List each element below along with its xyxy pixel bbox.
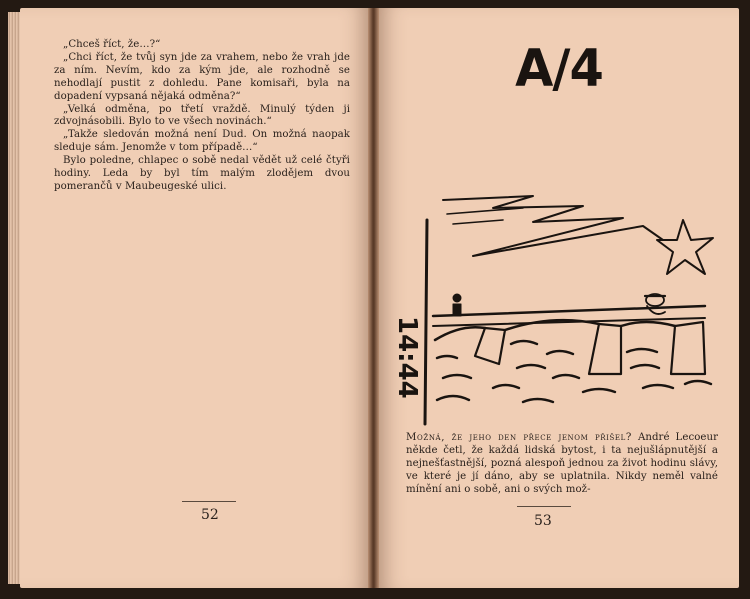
- left-page: [20, 8, 368, 588]
- smallcaps-lead: Možná, že jeho den přece jenom přišel?: [406, 432, 632, 443]
- paragraph-rest: André Lecoeur někde četl, že každá lidská bytost, i ta nejušlápnutější a nejnešťastnější, pozná alespoň jednou za život hodinu slávy, ve které je jí dáno, aby se uplatnila. Nikdy neměl valné mínění ani o sobě, ani o svých mož-: [406, 432, 718, 495]
- paragraph: „Takže sledován možná není Dud. On možná naopak sleduje sám. Jenomže v tom případě…“: [54, 129, 350, 154]
- star: [657, 220, 713, 274]
- bridge-illustration: [392, 178, 733, 426]
- comet-tail: [443, 196, 663, 256]
- paragraph: „Chci říct, že tvůj syn jde za vrahem, nebo že vrah jde za ním. Nevím, kdo za kým jde, ale rozhodně se nehodlají pustit z dohledu. Pane komisaři, byla na dopadení vypsaná nějaká odměna?“: [54, 51, 350, 102]
- illustration-time-text: 14:44: [392, 316, 422, 399]
- footer-rule: [182, 501, 236, 502]
- paragraph: „Chceš říct, že…?“: [63, 39, 161, 50]
- figure-left: [453, 294, 461, 302]
- footer-rule: [517, 506, 571, 507]
- vertical-line: [425, 220, 427, 424]
- bridge-pier: [475, 328, 505, 364]
- paragraph: Bylo poledne, chlapec o sobě nedal vědět už celé čtyři hodiny. Leda by byl tím malým zlodějem dvou pomerančů v Maubeugeské ulici.: [54, 155, 350, 192]
- paragraph: „Velká odměna, po třetí vraždě. Minulý týden ji zdvojnásobili. Bylo to ve všech novinách.“: [54, 103, 350, 128]
- bridge-pier: [671, 322, 705, 374]
- opening-paragraph: [406, 432, 718, 497]
- right-page: [379, 8, 739, 588]
- book-spine: [368, 8, 379, 588]
- chapter-heading: A/4: [515, 39, 603, 99]
- left-page-text: [54, 39, 350, 194]
- bridge-pier: [589, 324, 621, 374]
- right-page-text: [406, 432, 718, 497]
- page-number: 52: [201, 507, 219, 523]
- bridge-deck: [433, 306, 705, 316]
- page-number: 53: [534, 513, 552, 529]
